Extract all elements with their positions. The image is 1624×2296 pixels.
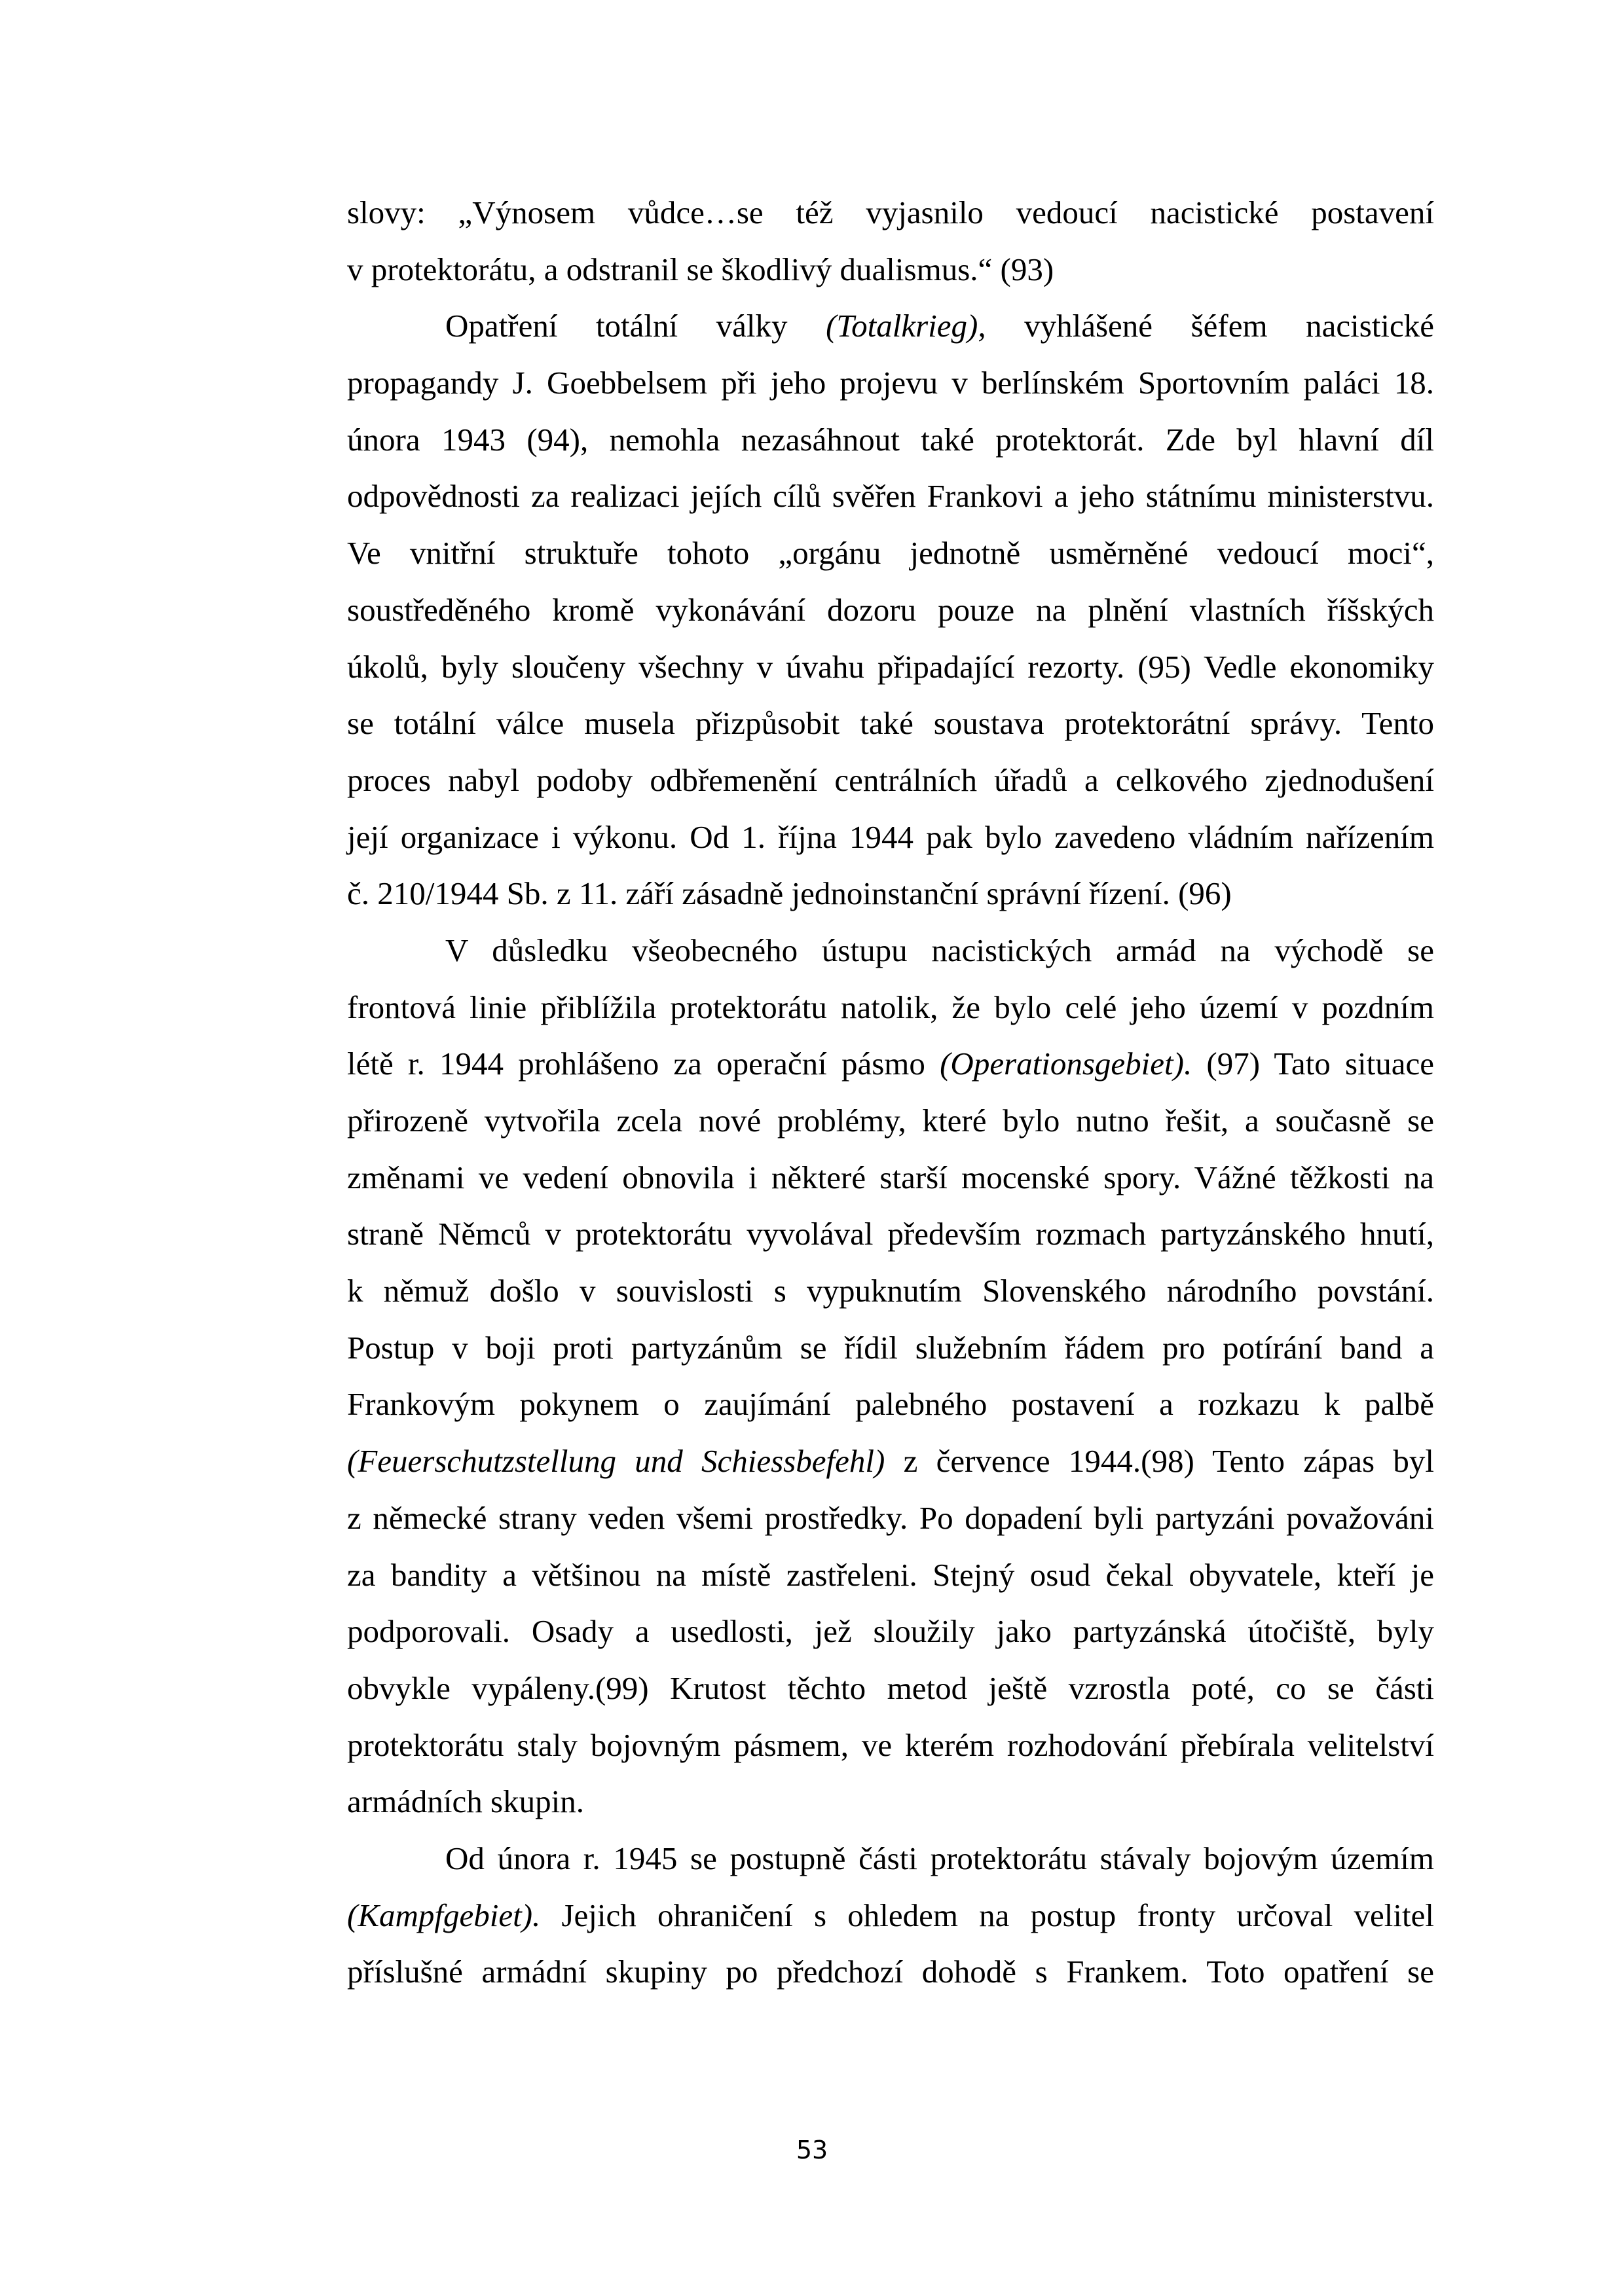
text-line: února 1943 (94), nemohla nezasáhnout také protektorát. Zde byl hlavní díl (347, 421, 1434, 458)
text-line: létě r. 1944 prohlášeno za operační pásmo (Operationsgebiet). (97) Tato situace (347, 1046, 1434, 1082)
text-line: armádních skupin. (347, 1783, 584, 1820)
text-line: (Kampfgebiet). Jejich ohraničení s ohledem na postup fronty určoval velitel (347, 1897, 1434, 1933)
text-line: její organizace i výkonu. Od 1. října 1944 pak bylo zavedeno vládním nařízením (347, 818, 1434, 855)
body-text (347, 185, 1434, 2001)
page-number: 53 (796, 2136, 828, 2164)
italic-term: (Kampfgebiet). (347, 1897, 541, 1933)
italic-term: (Totalkrieg), (826, 308, 986, 344)
text-line: z německé strany veden všemi prostředky. Po dopadení byli partyzáni považováni (347, 1499, 1434, 1536)
text-line: za bandity a většinou na místě zastřeleni. Stejný osud čekal obyvatele, kteří je (347, 1556, 1434, 1593)
text-line: se totální válce musela přizpůsobit také soustava protektorátní správy. Tento (347, 705, 1434, 742)
text-line: soustředěného kromě vykonávání dozoru pouze na plnění vlastních říšských (347, 591, 1434, 628)
text-line: Od února r. 1945 se postupně části protektorátu stávaly bojovým územím (445, 1840, 1434, 1876)
text-line: V důsledku všeobecného ústupu nacistických armád na východě se (445, 932, 1434, 968)
text-line: Postup v boji proti partyzánům se řídil služebním řádem pro potírání band a (347, 1329, 1434, 1366)
text-line: frontová linie přiblížila protektorátu natolik, že bylo celé jeho území v pozdním (347, 989, 1434, 1025)
text-line: č. 210/1944 Sb. z 11. září zásadně jednoinstanční správní řízení. (96) (347, 875, 1232, 912)
italic-term: (Operationsgebiet). (940, 1046, 1192, 1082)
text-line: odpovědnosti za realizaci jejích cílů svěřen Frankovi a jeho státnímu ministerstvu. (347, 478, 1434, 515)
text-line: Ve vnitřní struktuře tohoto „orgánu jednotně usměrněné vedoucí moci“, (347, 535, 1434, 572)
italic-term: (Feuerschutzstellung und Schiessbefehl) (347, 1443, 885, 1480)
text-line: straně Němců v protektorátu vyvolával především rozmach partyzánského hnutí, (347, 1216, 1434, 1252)
text-line: úkolů, byly sloučeny všechny v úvahu připadající rezorty. (95) Vedle ekonomiky (347, 648, 1434, 685)
text-line: protektorátu staly bojovným pásmem, ve kterém rozhodování přebírala velitelství (347, 1726, 1434, 1763)
text-line: podporovali. Osady a usedlosti, jež sloužily jako partyzánská útočiště, byly (347, 1613, 1434, 1650)
text-line: (Feuerschutzstellung und Schiessbefehl) z července 1944.(98) Tento zápas byl (347, 1443, 1434, 1480)
text-line: k němuž došlo v souvislosti s vypuknutím Slovenského národního povstání. (347, 1273, 1434, 1309)
text-line: přirozeně vytvořila zcela nové problémy, které bylo nutno řešit, a současně se (347, 1102, 1434, 1139)
text-line: slovy: „Výnosem vůdce…se též vyjasnilo vedoucí nacistické postavení (347, 194, 1434, 230)
text-line: Opatření totální války (Totalkrieg), vyhlášené šéfem nacistické (445, 308, 1434, 344)
text-line: propagandy J. Goebbelsem při jeho projevu v berlínském Sportovním paláci 18. (347, 365, 1434, 401)
text-line: proces nabyl podoby odbřemenění centrálních úřadů a celkového zjednodušení (347, 761, 1434, 798)
text-line: v protektorátu, a odstranil se škodlivý dualismus.“ (93) (347, 251, 1054, 287)
text-line: Frankovým pokynem o zaujímání palebného postavení a rozkazu k palbě (347, 1386, 1434, 1423)
text-line: změnami ve vedení obnovila i některé starší mocenské spory. Vážné těžkosti na (347, 1159, 1434, 1195)
text-line: příslušné armádní skupiny po předchozí dohodě s Frankem. Toto opatření se (347, 1954, 1434, 1990)
text-line: obvykle vypáleny.(99) Krutost těchto metod ještě vzrostla poté, co se části (347, 1669, 1434, 1706)
